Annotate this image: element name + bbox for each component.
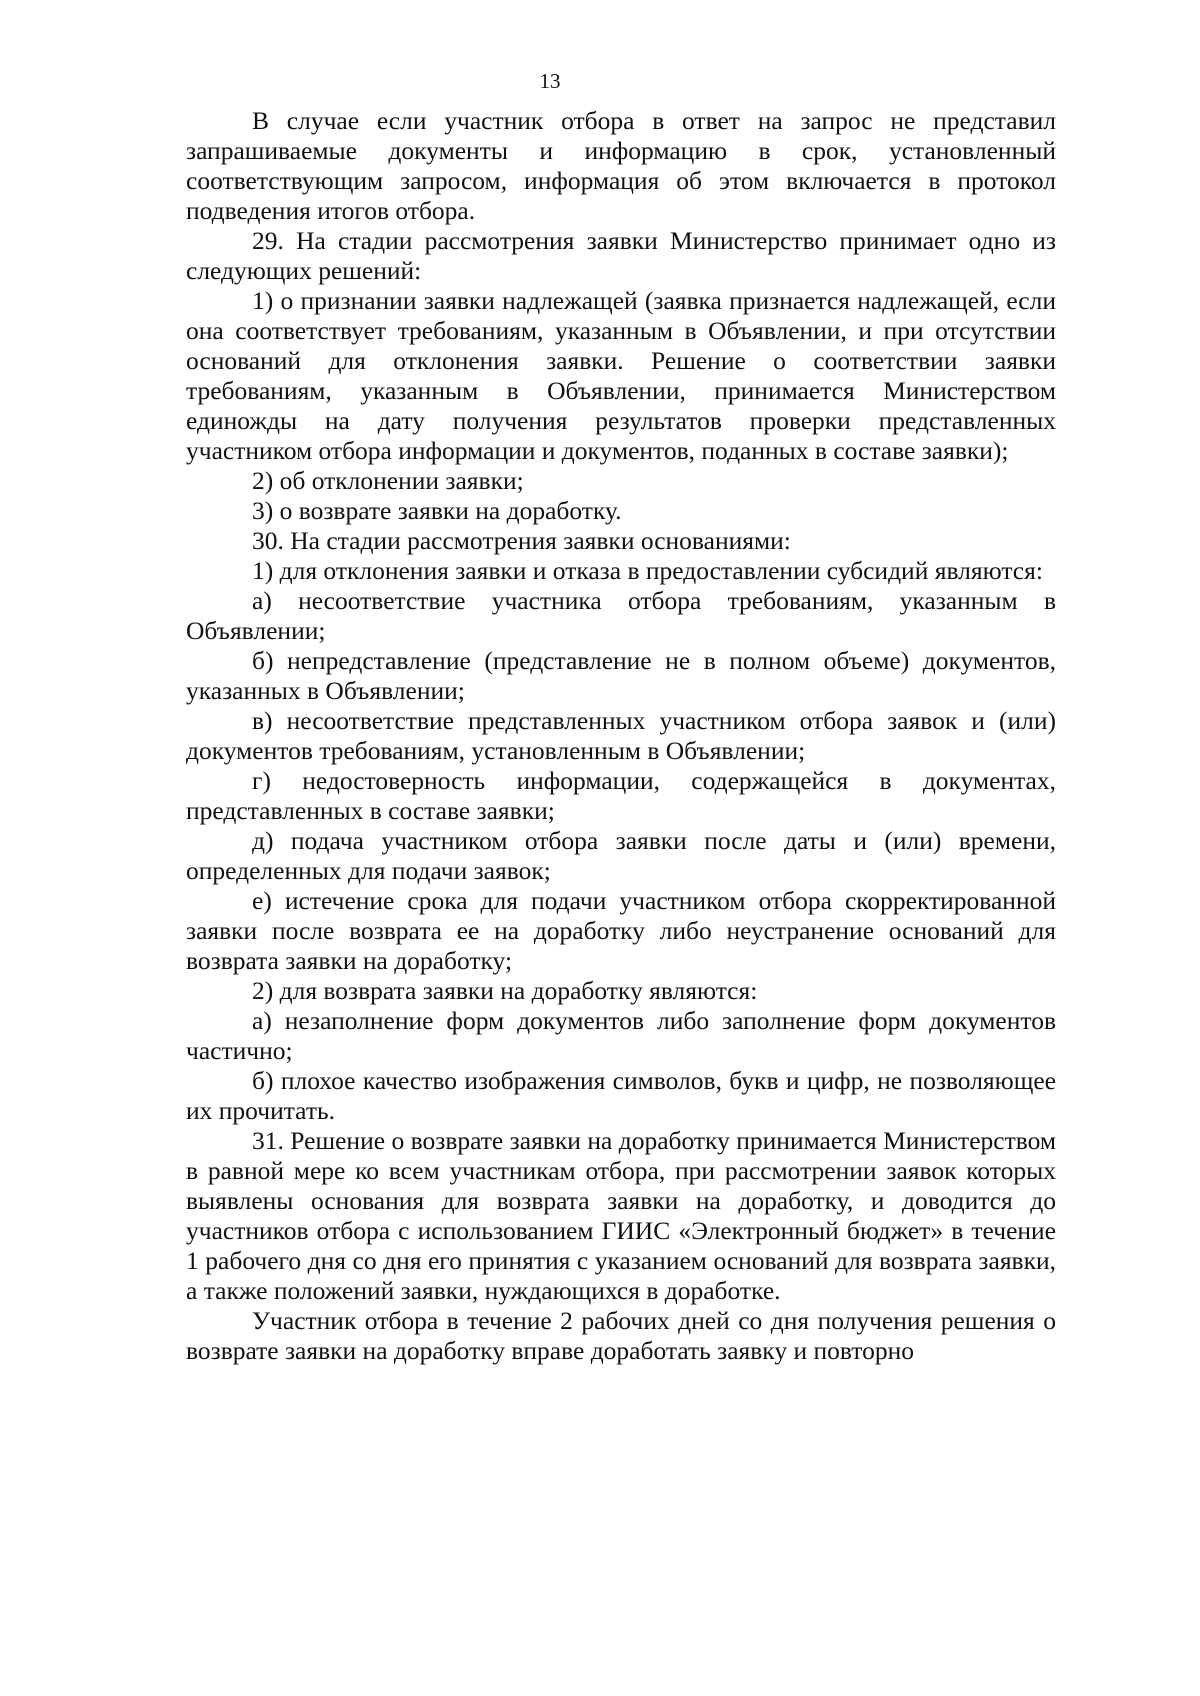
paragraph: е) истечение срока для подачи участником отбора скорректированной заявки после возврата ее на доработку либо неустранение оснований для возврата заявки на доработку; — [186, 886, 1056, 975]
paragraph: В случае если участник отбора в ответ на запрос не представил запрашиваемые документы и информацию в срок, установленный соответствующим запросом, информация об этом включается в протокол подведения итогов отбора. — [186, 106, 1056, 225]
paragraph: 1) для отклонения заявки и отказа в предоставлении субсидий являются: — [252, 556, 1043, 585]
paragraph: а) незаполнение форм документов либо заполнение форм документов частично; — [186, 1006, 1056, 1065]
paragraph: б) непредставление (представление не в полном объеме) документов, указанных в Объявлении; — [186, 646, 1056, 705]
paragraph: 29. На стадии рассмотрения заявки Министерство принимает одно из следующих решений: — [186, 226, 1056, 285]
paragraph: 1) о признании заявки надлежащей (заявка признается надлежащей, если она соответствует требованиям, указанным в Объявлении, и при отсутствии оснований для отклонения заявки. Решение о соответствии заявки требованиям, указанным в Объявлении, принимается Министерством единожды на дату получения результатов проверки представленных участником отбора информации и документов, поданных в составе заявки); — [186, 286, 1056, 465]
paragraph: Участник отбора в течение 2 рабочих дней со дня получения решения о возврате заявки на доработку вправе доработать заявку и повторно — [186, 1306, 1056, 1365]
paragraph: 30. На стадии рассмотрения заявки основаниями: — [252, 526, 791, 555]
paragraph: б) плохое качество изображения символов, букв и цифр, не позволяющее их прочитать. — [186, 1066, 1056, 1125]
paragraph: 3) о возврате заявки на доработку. — [252, 496, 622, 525]
paragraph: д) подача участником отбора заявки после даты и (или) времени, определенных для подачи заявок; — [186, 826, 1056, 885]
paragraph: 2) об отклонении заявки; — [252, 466, 524, 495]
paragraph: а) несоответствие участника отбора требованиям, указанным в Объявлении; — [186, 586, 1056, 645]
paragraph: в) несоответствие представленных участником отбора заявок и (или) документов требованиям, установленным в Объявлении; — [186, 706, 1056, 765]
paragraph: г) недостоверность информации, содержащейся в документах, представленных в составе заявки; — [186, 766, 1056, 825]
document-body — [186, 106, 1056, 1366]
paragraph: 2) для возврата заявки на доработку являются: — [252, 976, 758, 1005]
paragraph: 31. Решение о возврате заявки на доработку принимается Министерством в равной мере ко всем участникам отбора, при рассмотрении заявок которых выявлены основания для возврата заявки на доработку, и доводится до участников отбора с использованием ГИИС «Электронный бюджет» в течение 1 рабочего дня со дня его принятия с указанием оснований для возврата заявки, а также положений заявки, нуждающихся в доработке. — [186, 1126, 1056, 1305]
page-number: 13 — [539, 69, 561, 93]
